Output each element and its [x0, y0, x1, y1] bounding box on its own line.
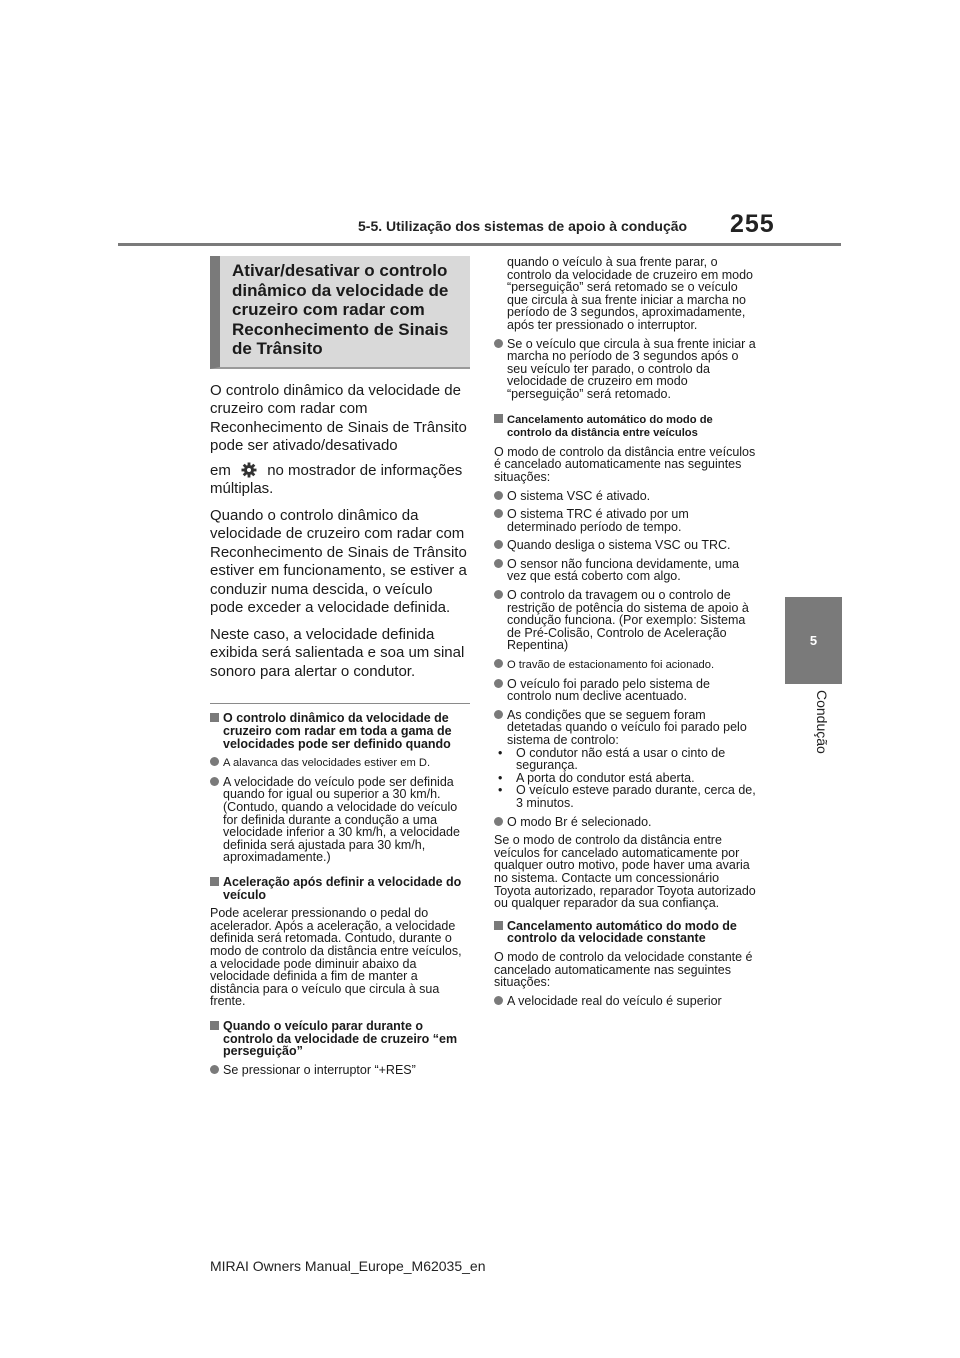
list-item	[494, 490, 756, 503]
section-heading-full-range	[210, 712, 470, 750]
list-item-text: Se o veículo que circula à sua frente iniciar a marcha no período de 3 segundos após o seu veículo ter parado, o controlo da velocidade de cruzeiro em modo “perseguição” será retomado.	[507, 336, 756, 401]
list-item	[494, 709, 756, 747]
square-marker-icon	[210, 1021, 219, 1030]
section-heading-constant-cancel	[494, 920, 756, 945]
running-header-title: 5-5. Utilização dos sistemas de apoio à condução	[358, 218, 688, 234]
square-marker-icon	[494, 414, 503, 423]
bullet-dot-icon	[494, 817, 503, 826]
intro-line-em	[210, 462, 470, 499]
paragraph-alert: Neste caso, a velocidade definida exibida será salientada e soa um sinal sonoro para alertar o condutor.	[210, 625, 465, 680]
list-item-text: A velocidade real do veículo é superior	[507, 993, 722, 1008]
section-heading-text: Aceleração após definir a velocidade do veículo	[223, 875, 462, 902]
sub-bullet-icon: •	[498, 745, 503, 760]
square-marker-icon	[494, 921, 503, 930]
sub-list-item-text: O condutor não está a usar o cinto de segurança.	[516, 745, 726, 773]
section-heading-text: O controlo dinâmico da velocidade de cruzeiro com radar em toda a gama de velocidades pode ser definido quando	[223, 711, 452, 751]
chapter-tab: 5	[785, 597, 842, 684]
bullet-dot-icon	[210, 1065, 219, 1074]
list-item	[494, 558, 756, 583]
page-footer: MIRAI Owners Manual_Europe_M62035_en	[210, 1258, 486, 1274]
left-column	[210, 256, 470, 1076]
list-item-text: O travão de estacionamento foi acionado.	[507, 659, 715, 672]
section-heading-text: Cancelamento automático do modo de controlo da distância entre veículos	[507, 413, 713, 440]
bullet-dot-icon	[494, 659, 503, 668]
bullet-dot-icon	[494, 710, 503, 719]
bullet-dot-icon	[494, 339, 503, 348]
chapter-label: Condução	[814, 690, 830, 754]
list-item	[494, 678, 756, 703]
list-item	[494, 589, 756, 652]
header-rule	[118, 243, 841, 246]
list-item-text: O sistema TRC é ativado por um determinado período de tempo.	[507, 507, 689, 534]
bullet-dot-icon	[494, 996, 503, 1005]
list-item	[210, 1064, 470, 1077]
constant-cancel-intro: O modo de controlo da velocidade constante é cancelado automaticamente nas seguintes situações:	[494, 949, 753, 990]
right-column	[494, 256, 756, 1007]
sub-list-item-text: A porta do condutor está aberta.	[516, 770, 695, 785]
list-item-text: As condições que se seguem foram detetadas quando o veículo foi parado pelo sistema de controlo:	[507, 707, 747, 747]
list-item-text: A alavanca das velocidades estiver em D.	[223, 757, 431, 770]
intro-text-a: O controlo dinâmico da velocidade de cruzeiro com radar com Reconhecimento de Sinais de Trânsito pode ser ativado/desativado	[210, 381, 467, 455]
list-item-text: Quando desliga o sistema VSC ou TRC.	[507, 538, 731, 553]
list-item-text: O veículo foi parado pelo sistema de controlo num declive acentuado.	[507, 676, 710, 704]
section-heading-acceleration	[210, 876, 470, 901]
list-item	[494, 338, 756, 401]
list-item-text: Se pressionar o interruptor “+RES”	[223, 1062, 416, 1077]
intro-paragraph	[210, 382, 470, 499]
list-item	[494, 995, 756, 1008]
distance-cancel-note: Se o modo de controlo da distância entre veículos for cancelado automaticamente por qualquer outro motivo, pode haver uma avaria no sistema. Contacte um concessionário Toyota autorizado, reparador Toyota autorizado ou qualquer reparador da sua confiança.	[494, 833, 756, 911]
list-item-text: O sistema VSC é ativado.	[507, 488, 651, 503]
section-heading-text: Quando o veículo parar durante o controlo da velocidade de cruzeiro “em perseguição”	[223, 1018, 458, 1059]
sub-list-item	[494, 784, 756, 809]
list-item	[210, 776, 470, 864]
bullet-dot-icon	[494, 679, 503, 688]
bullet-dot-icon	[210, 777, 219, 786]
sub-list-item-text: O veículo esteve parado durante, cerca de, 3 minutos.	[516, 783, 756, 810]
list-item	[494, 658, 756, 672]
list-item	[494, 508, 756, 533]
list-item	[494, 539, 756, 552]
list-item-text: O controlo da travagem ou o controlo de restrição de potência do sistema de apoio à condução funciona. (Por exemplo: Sistema de Pré-Colisão, Controlo de Aceleração Repentina)	[507, 588, 749, 653]
list-item-text: O modo Br é selecionado.	[507, 814, 652, 829]
gear-icon	[241, 462, 257, 478]
bullet-dot-icon	[494, 559, 503, 568]
section-divider	[210, 703, 470, 704]
section-heading-text: Cancelamento automático do modo de controlo da velocidade constante	[507, 918, 737, 946]
section-heading-stop	[210, 1020, 470, 1058]
bullet-dot-icon	[494, 509, 503, 518]
square-marker-icon	[210, 877, 219, 886]
bullet-dot-icon	[494, 491, 503, 500]
intro-text-em: em	[210, 461, 231, 479]
intro-text-b: no mostrador de informações múltiplas.	[210, 461, 463, 498]
paragraph-downhill: Quando o controlo dinâmico da velocidade de cruzeiro com radar com Reconhecimento de Sinais de Trânsito estiver em funcionamento, se estiver a conduzir numa descida, o veículo pode exceder a velocidade definida.	[210, 506, 467, 617]
acceleration-text: Pode acelerar pressionando o pedal do acelerador. Após a aceleração, a velocidade definida será retomada. Contudo, durante o modo de controlo da distância entre veículos, a velocidade pode diminuir abaixo da velocidade definida a fim de manter a distância para o veículo que circula à sua frente.	[210, 906, 462, 1009]
section-heading-distance-cancel	[494, 413, 756, 440]
bullet-dot-icon	[210, 757, 219, 766]
list-item	[494, 816, 756, 829]
sub-bullet-icon: •	[498, 770, 503, 785]
distance-cancel-intro: O modo de controlo da distância entre veículos é cancelado automaticamente nas seguintes situações:	[494, 444, 756, 484]
square-marker-icon	[210, 713, 219, 722]
continued-text: quando o veículo à sua frente parar, o controlo da velocidade de cruzeiro em modo “perseguição” será retomado se o veículo que circula à sua frente iniciar a marcha no período de 3 segundos, aproximadamente, após ter pressionado o interruptor.	[507, 255, 753, 332]
section-title-box: Ativar/desativar o controlo dinâmico da velocidade de cruzeiro com radar com Reconhecimento de Sinais de Trânsito	[210, 256, 470, 369]
page-number: 255	[730, 210, 775, 238]
sub-bullet-icon: •	[498, 783, 503, 798]
bullet-dot-icon	[494, 590, 503, 599]
list-item-text: A velocidade do veículo pode ser definida quando for igual ou superior a 30 km/h. (Contudo, quando a velocidade do veículo for definida durante a condução a uma velocidade inferior a 30 km/h, a velocidade definida será ajustada para 30 km/h, aproximadamente.)	[223, 774, 460, 865]
list-item	[210, 756, 470, 770]
bullet-dot-icon	[494, 540, 503, 549]
list-item-text: O sensor não funciona devidamente, uma vez que está coberto com algo.	[507, 556, 740, 584]
sub-list-item	[494, 747, 756, 772]
